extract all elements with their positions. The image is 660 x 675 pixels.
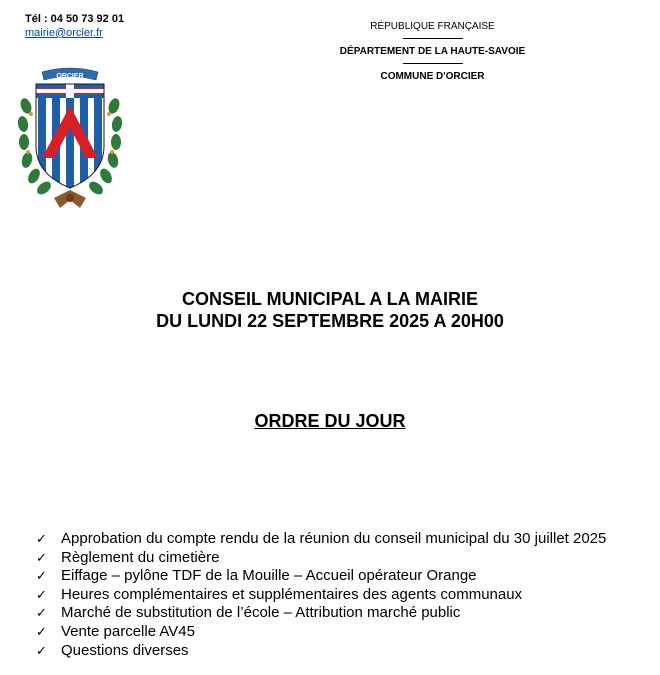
department-label: DÉPARTEMENT DE LA HAUTE-SAVOIE — [339, 46, 526, 57]
checkmark-icon: ✓ — [36, 586, 47, 602]
meeting-title-line2: DU LUNDI 22 SEPTEMBRE 2025 A 20H00 — [156, 311, 504, 331]
agenda-item — [36, 623, 606, 642]
agenda-item — [36, 586, 606, 605]
phone-number: Tél : 04 50 73 92 01 — [25, 13, 125, 25]
checkmark-icon: ✓ — [36, 623, 47, 639]
republic-label: RÉPUBLIQUE FRANÇAISE — [370, 21, 495, 32]
agenda-item-text: Questions diverses — [61, 641, 189, 659]
agenda-list — [36, 530, 606, 660]
checkmark-icon: ✓ — [36, 549, 47, 565]
contact-block — [25, 12, 124, 40]
checkmark-icon: ✓ — [36, 531, 47, 546]
agenda-item-text: Heures complémentaires et supplémentaires des agents communaux — [61, 585, 523, 603]
coat-of-arms-logo — [14, 66, 126, 216]
crest-banner — [42, 68, 98, 80]
separator — [403, 63, 463, 64]
agenda-heading: ORDRE DU JOUR — [254, 411, 406, 431]
agenda-item — [36, 530, 606, 549]
agenda-item-text: Vente parcelle AV45 — [61, 622, 195, 640]
shield — [36, 84, 104, 188]
crest-banner-text: ORCIER — [56, 73, 84, 80]
meeting-title-line1: CONSEIL MUNICIPAL A LA MAIRIE — [181, 289, 478, 309]
email-link[interactable]: mairie@orcier.fr — [25, 27, 103, 39]
agenda-item-text: Eiffage – pylône TDF de la Mouille – Accueil opérateur Orange — [61, 567, 477, 585]
agenda-item-text: Marché de substitution de l’école – Attribution marché public — [61, 604, 461, 622]
agenda-item — [36, 642, 606, 661]
checkmark-icon: ✓ — [36, 605, 47, 621]
separator — [403, 38, 463, 39]
administrative-header — [330, 20, 535, 83]
agenda-item-text: Approbation du compte rendu de la réunion du conseil municipal du 30 juillet 2025 — [61, 530, 607, 547]
agenda-item — [36, 549, 606, 568]
checkmark-icon: ✓ — [36, 642, 47, 658]
meeting-title — [0, 288, 660, 332]
agenda-item — [36, 604, 606, 623]
agenda-item — [36, 567, 606, 586]
commune-label: COMMUNE D'ORCIER — [380, 71, 485, 82]
ribbon-bottom — [54, 190, 86, 208]
agenda-item-text: Règlement du cimetière — [61, 548, 220, 566]
checkmark-icon: ✓ — [36, 568, 47, 584]
